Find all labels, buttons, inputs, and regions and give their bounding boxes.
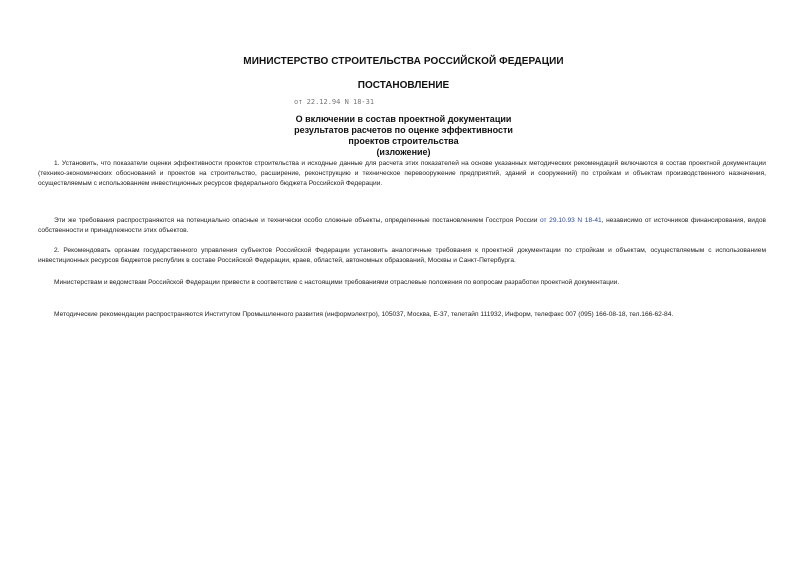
title-line: результатов расчетов по оценке эффективности — [294, 125, 513, 135]
title-line: (изложение) — [376, 147, 431, 157]
ministry-heading: МИНИСТЕРСТВО СТРОИТЕЛЬСТВА РОССИЙСКОЙ ФЕДЕРАЦИИ — [243, 56, 564, 67]
paragraph-2-text-before: Эти же требования распространяются на потенциально опасные и технически особо сложные объекты, определенные постановлением Госстроя России — [54, 217, 541, 224]
paragraph-4: Министерствам и ведомствам Российской Федерации привести в соответствие с настоящими требованиями отраслевые положения по вопросам разработки проектной документации. — [54, 279, 620, 286]
paragraph-2 — [38, 216, 766, 236]
title-line: О включении в состав проектной документации — [295, 114, 512, 124]
paragraph-3: 2. Рекомендовать органам государственного управления субъектов Российской Федерации установить аналогичные требования к проектной документации по стройкам и объектам, осуществляемым с использованием инвестиционных ресурсов бюджетов республик в составе Российской Федерации, краев, областей, автономных образований, Москвы и Санкт-Петербурга. — [38, 247, 766, 264]
document-date-number: от 22.12.94 N 18-31 — [294, 98, 375, 106]
document-title — [0, 114, 807, 158]
paragraph-2-text-after: , независимо от источников финансирования, видов собственности и принадлежности этих объектов. — [38, 217, 766, 234]
paragraph-1: 1. Установить, что показатели оценки эффективности проектов строительства и исходные данные для расчета этих показателей на основе указанных методических рекомендаций включаются в состав проектной документации (технико-экономических обоснований и проектов на строительство, расширение, реконструкцию и техническое перевооружение предприятий, зданий и сооружений) по стройкам и объектам производственного назначения, осуществляемым с использованием инвестиционных ресурсов федерального бюджета Российской Федерации. — [38, 160, 766, 187]
resolution-link[interactable]: от 29.10.93 N 18-41 — [540, 217, 602, 224]
title-line: проектов строительства — [348, 136, 459, 146]
paragraph-5: Методические рекомендации распространяются Институтом Промышленного развития (информэлектро), 105037, Москва, Е-37, телетайп 111932, Информ, телефакс 007 (095) 166-08-18, тел.166-62-84. — [54, 311, 674, 318]
document-type-heading: ПОСТАНОВЛЕНИЕ — [357, 80, 450, 91]
